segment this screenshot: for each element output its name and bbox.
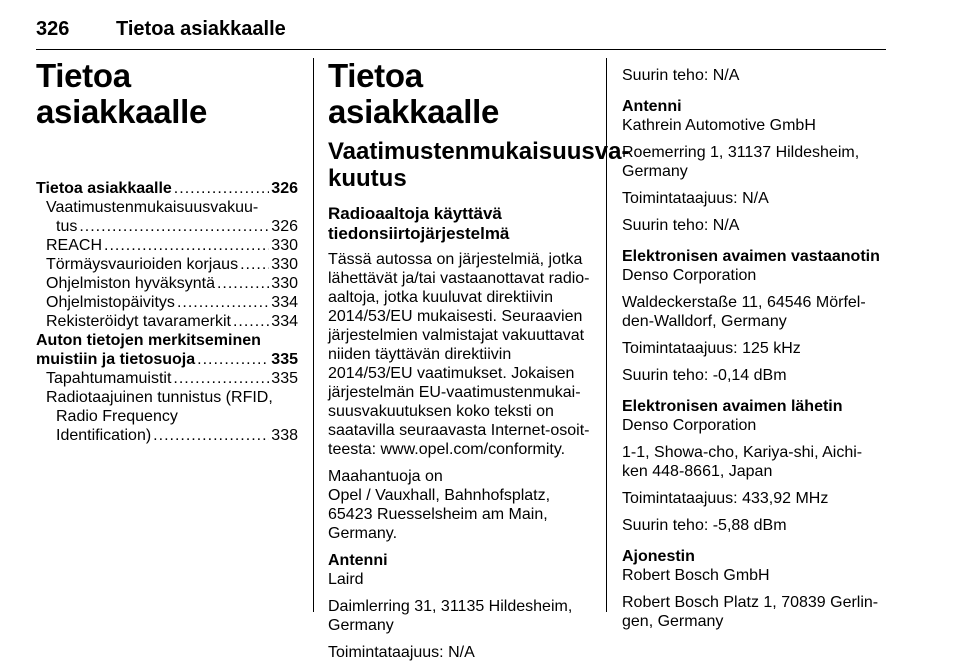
toc-entry[interactable]: Tietoa asiakkaalle ..... 326 (36, 179, 298, 198)
toc-entry[interactable]: Rekisteröidyt tavaramerkit ..... 334 (36, 312, 298, 331)
page-header (36, 18, 886, 50)
toc-entry-line[interactable]: Auton tietojen merkitseminen (36, 332, 261, 349)
toc-entry-line[interactable]: Vaatimustenmukaisuusvakuu- (46, 199, 259, 216)
toc-column (36, 56, 298, 445)
immobiliser-maker: Robert Bosch GmbH (622, 567, 770, 584)
conformity-paragraph: Tässä autossa on järjestelmiä, jotka lähettävät ja/tai vastaanottavat radio- aaltoja, jotka kuuluvat direktiivin 2014/53/EU mukaisesti. Seuraavien järjestelmien valmistajat vakuuttavat niiden täyttävän direktiivin 2014/53/EU vaatimukset. Jokaisen järjestelmän EU-vaatimustenmukai- suusvakuutuksen koko teksti on saatavilla seuraavasta Internet-osoit- teesta: www.opel.com/conformity. (328, 251, 590, 458)
header-rule (36, 49, 886, 50)
receiver-maker: Denso Corporation (622, 267, 757, 284)
immobiliser-address: Robert Bosch Platz 1, 70839 Gerlin- gen, Germany (622, 594, 879, 630)
receiver-address: Waldeckerstaße 11, 64546 Mörfel- den-Walldorf, Germany (622, 294, 866, 330)
column-divider (313, 58, 314, 612)
toc-entry[interactable]: tus ..... 326 (36, 217, 298, 236)
toc-entry[interactable]: Tapahtumamuistit ..... 335 (36, 369, 298, 388)
antenna-power: Suurin teho: N/A (622, 67, 740, 84)
transmitter-address: 1-1, Showa-cho, Kariya-shi, Aichi- ken 448-8661, Japan (622, 444, 863, 480)
content-column-3 (622, 56, 890, 639)
toc-entry[interactable]: Ohjelmiston hyväksyntä ..... 330 (36, 274, 298, 293)
receiver-frequency: Toimintataajuus: 125 kHz (622, 340, 801, 357)
content-column-2 (328, 56, 630, 670)
toc-entry[interactable]: Ohjelmistopäivitys ..... 334 (36, 293, 298, 312)
toc-entry[interactable]: Törmäysvaurioiden korjaus ..... 330 (36, 255, 298, 274)
toc-entry[interactable]: muistiin ja tietosuoja ..... 335 (36, 350, 298, 369)
toc-entry-line[interactable]: Radiotaajuinen tunnistus (RFID, (46, 389, 273, 406)
antenna2-address: Roemerring 1, 31137 Hildesheim, Germany (622, 144, 860, 180)
antenna-frequency: Toimintataajuus: N/A (328, 644, 475, 661)
antenna-title: Antenni (328, 552, 388, 569)
antenna2-frequency: Toimintataajuus: N/A (622, 190, 769, 207)
table-of-contents (36, 179, 298, 445)
receiver-power: Suurin teho: -0,14 dBm (622, 367, 787, 384)
antenna2-title: Antenni (622, 98, 682, 115)
section-title: Tietoa asiakkaalle (328, 57, 500, 130)
transmitter-title: Elektronisen avaimen lähetin (622, 398, 843, 415)
running-title: Tietoa asiakkaalle (116, 18, 286, 40)
transmitter-maker: Denso Corporation (622, 417, 757, 434)
chapter-title: Tietoa asiakkaalle (36, 57, 208, 130)
immobiliser-title: Ajonestin (622, 548, 695, 565)
antenna-address: Daimlerring 31, 31135 Hildesheim, Germany (328, 598, 573, 634)
transmitter-frequency: Toimintataajuus: 433,92 MHz (622, 490, 829, 507)
antenna2-maker: Kathrein Automotive GmbH (622, 117, 816, 134)
receiver-title: Elektronisen avaimen vastaanotin (622, 248, 880, 265)
toc-entry-line[interactable]: Radio Frequency (56, 408, 178, 425)
page-number: 326 (36, 18, 70, 40)
transmitter-power: Suurin teho: -5,88 dBm (622, 517, 787, 534)
subsection-heading: Vaatimustenmukaisuusva- kuutus (328, 138, 630, 192)
antenna2-power: Suurin teho: N/A (622, 217, 740, 234)
toc-entry[interactable]: Identification) ..... 338 (36, 426, 298, 445)
subsubsection-heading: Radioaaltoja käyttävä tiedonsiirtojärjestelmä (328, 204, 510, 243)
antenna-maker: Laird (328, 571, 364, 588)
importer-paragraph: Maahantuoja on Opel / Vauxhall, Bahnhofsplatz, 65423 Ruesselsheim am Main, Germany. (328, 468, 551, 542)
toc-entry[interactable]: REACH ..... 330 (36, 236, 298, 255)
